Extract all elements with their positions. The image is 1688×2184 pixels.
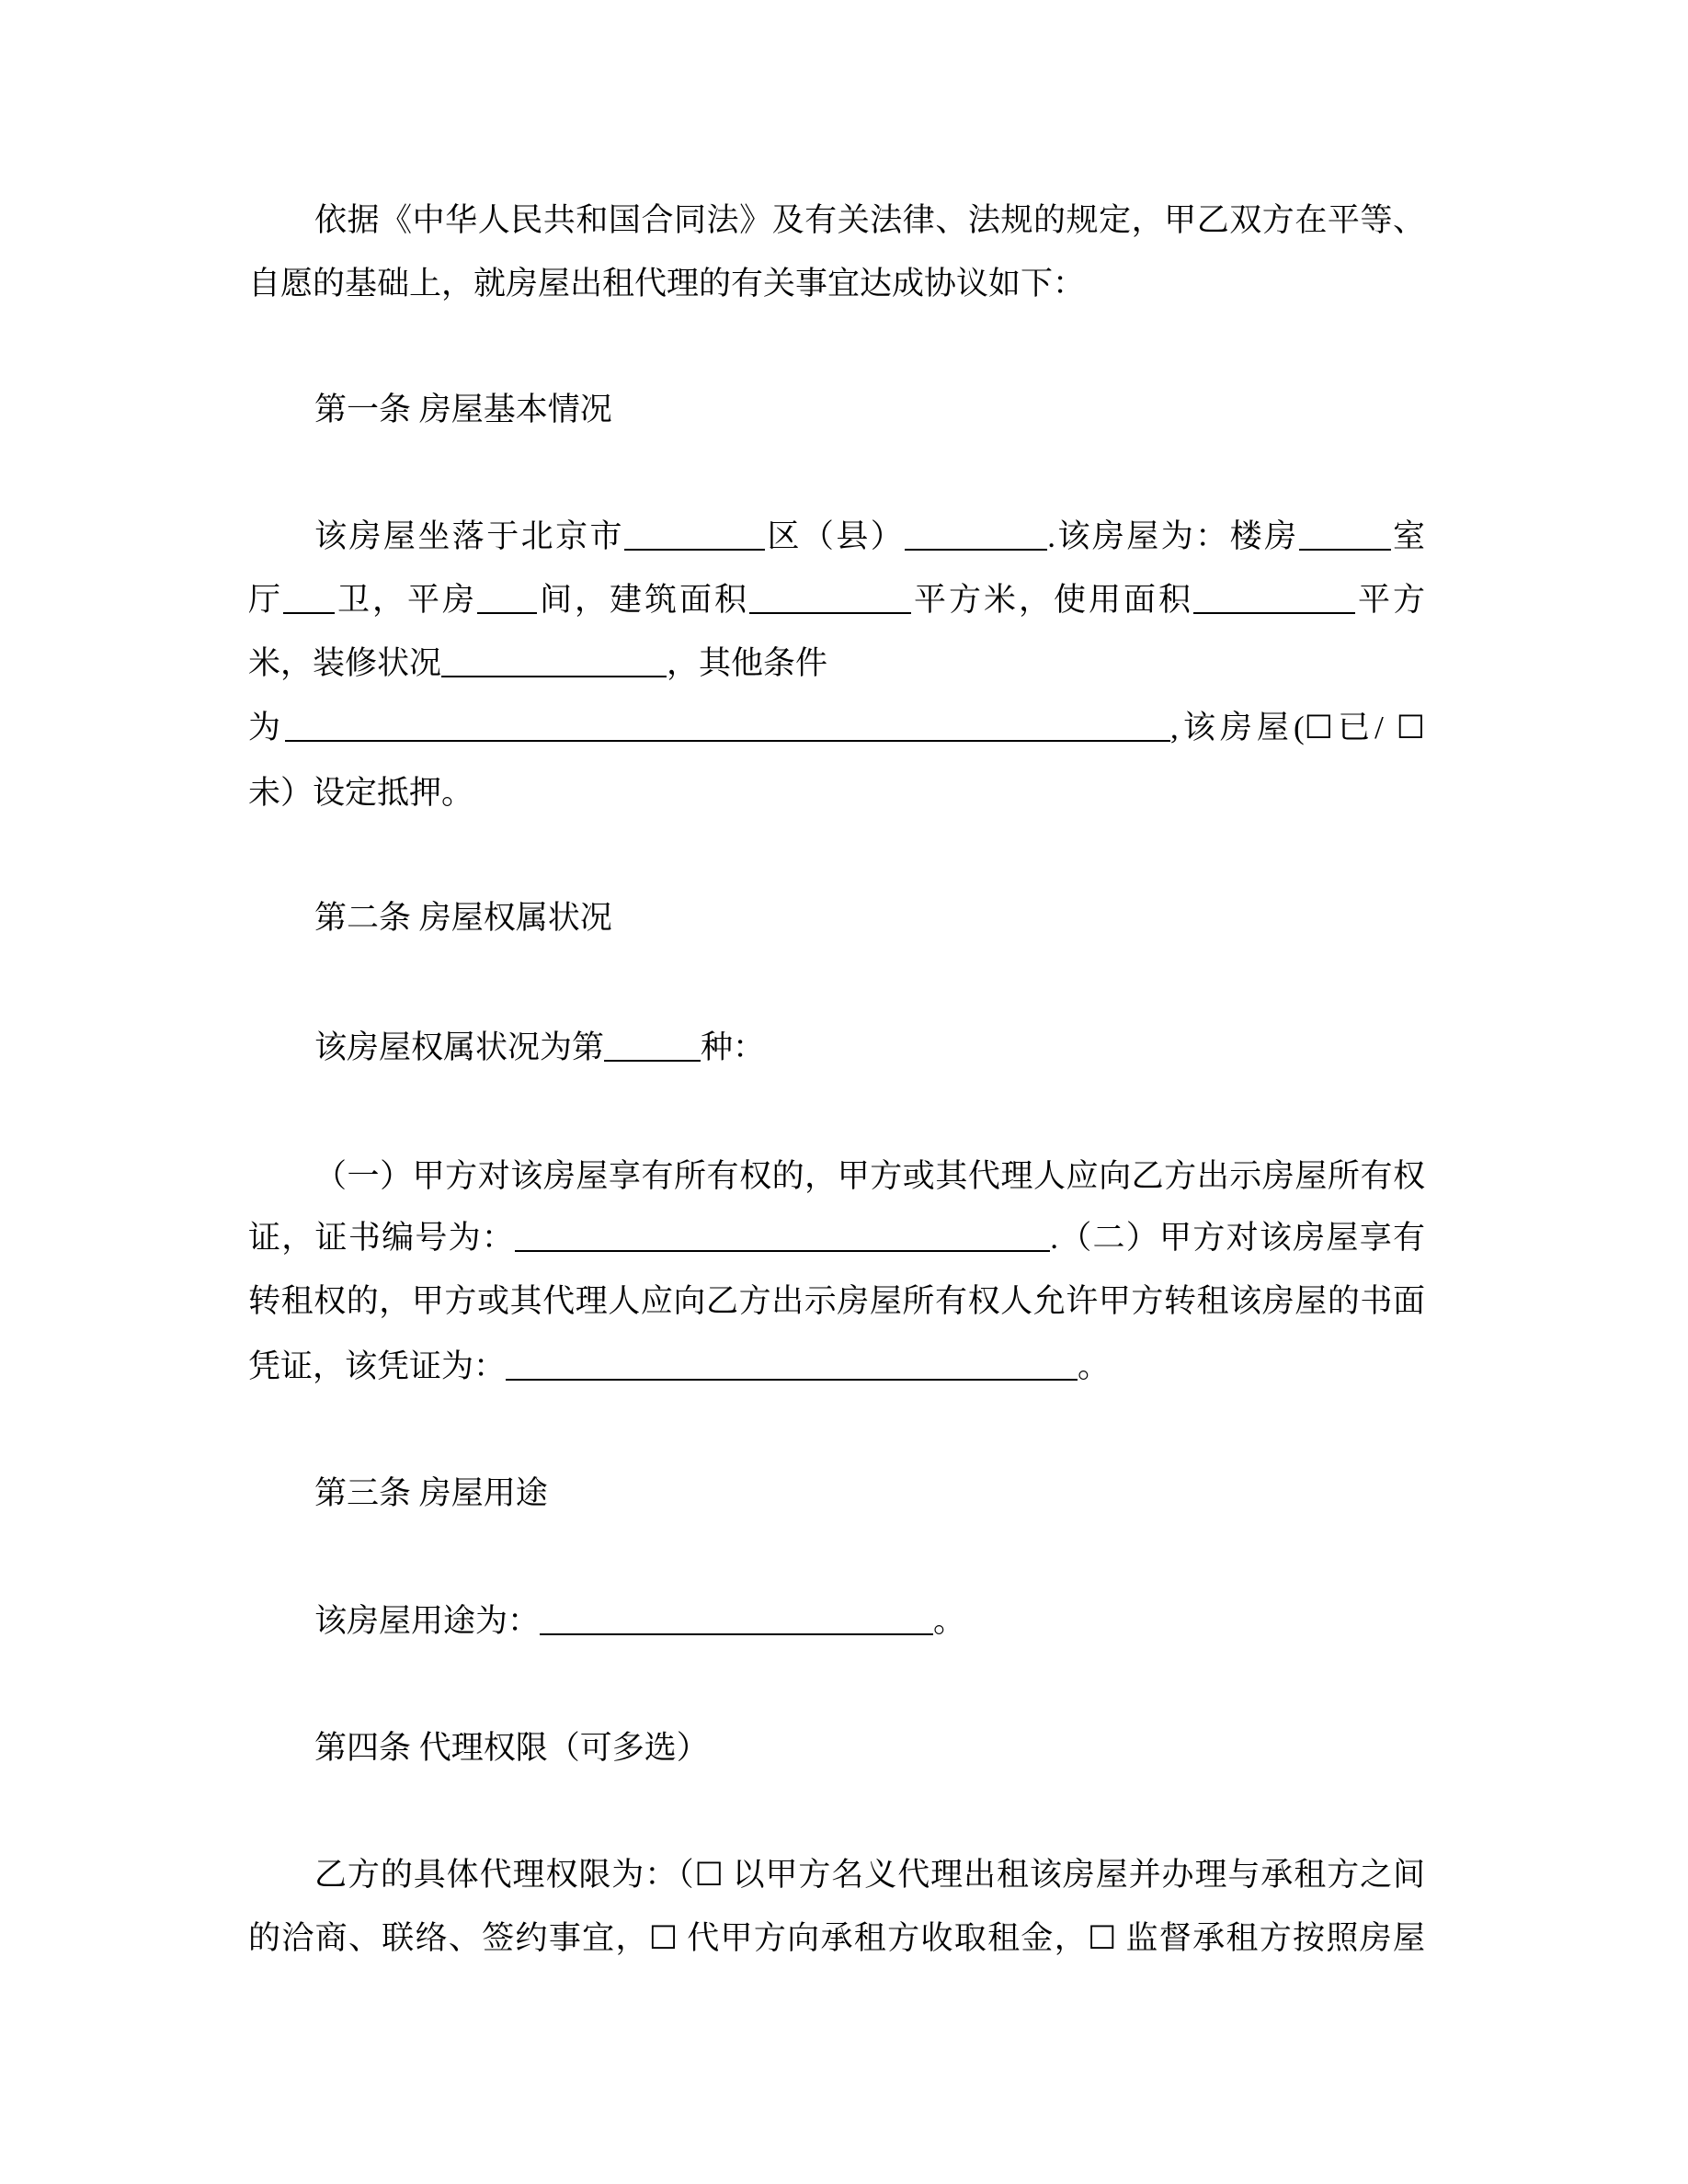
text-segment: 未）设定抵押。: [248, 775, 474, 811]
text-segment: 平方: [1354, 582, 1425, 618]
text-segment: 依据《中华人民共和国合同法》及有关法律、法规的规定，甲乙双方在平等、: [314, 202, 1425, 238]
text-segment: 自愿的基础上，就房屋出租代理的有关事宜达成协议如下：: [248, 266, 1086, 301]
text-line: [248, 768, 1425, 818]
text-segment: 该房屋坐落于北京市: [314, 518, 624, 554]
fill-in-blank[interactable]: [624, 516, 765, 551]
fill-in-blank[interactable]: [515, 1217, 1050, 1252]
fill-in-blank[interactable]: [285, 707, 1170, 742]
text-segment: 乙方的具体代理权限为：（☐ 以甲方名义代理出租该房屋并办理与承租方之间: [314, 1857, 1425, 1893]
text-segment: 该房屋用途为：: [314, 1603, 541, 1639]
text-segment: 间，建筑面积: [536, 582, 749, 618]
text-segment: 凭证，该凭证为：: [248, 1348, 507, 1384]
text-segment: 卫，平房: [335, 582, 477, 618]
text-segment: 平方米，使用面积: [910, 582, 1193, 618]
fill-in-blank[interactable]: [477, 579, 537, 614]
text-segment: .（二）甲方对该房屋享有: [1050, 1220, 1425, 1256]
text-line: [248, 1342, 1425, 1392]
text-line: [248, 893, 1425, 943]
text-line: [248, 1850, 1425, 1900]
text-line: [248, 1023, 1425, 1073]
text-line: [248, 639, 1425, 688]
text-line: [248, 703, 1425, 753]
fill-in-blank[interactable]: [506, 1346, 1078, 1381]
text-line: [248, 1914, 1425, 1963]
text-segment: ,该房屋(☐已/ ☐: [1170, 710, 1425, 745]
text-line: [248, 575, 1425, 625]
text-line: [248, 1597, 1425, 1646]
text-segment: （一）甲方对该房屋享有所有权的，甲方或其代理人应向乙方出示房屋所有权: [314, 1158, 1425, 1194]
text-segment: 厅: [248, 582, 283, 618]
text-segment: 证，证书编号为：: [248, 1220, 516, 1256]
text-segment: 。: [1078, 1348, 1111, 1384]
text-segment: 种：: [701, 1029, 766, 1065]
fill-in-blank[interactable]: [1299, 516, 1391, 551]
text-segment: 的洽商、联络、签约事宜，☐ 代甲方向承租方收取租金，☐ 监督承租方按照房屋: [248, 1920, 1425, 1956]
text-segment: 区（县）: [765, 518, 906, 554]
text-line: [248, 385, 1425, 435]
text-segment: 为: [248, 710, 286, 745]
text-segment: 。: [933, 1603, 966, 1639]
text-segment: 转租权的，甲方或其代理人应向乙方出示房屋所有权人允许甲方转租该房屋的书面: [248, 1283, 1425, 1319]
text-line: [248, 1213, 1425, 1263]
text-segment: 第二条 房屋权属状况: [314, 900, 612, 936]
text-line: [248, 1723, 1425, 1773]
text-line: [248, 1277, 1425, 1326]
text-segment: 第四条 代理权限（可多选）: [314, 1730, 709, 1766]
text-segment: .该房屋为：楼房: [1047, 518, 1299, 554]
text-segment: 第三条 房屋用途: [314, 1475, 548, 1511]
text-segment: 室: [1390, 518, 1425, 554]
fill-in-blank[interactable]: [905, 516, 1047, 551]
fill-in-blank[interactable]: [283, 579, 335, 614]
text-line: [248, 259, 1425, 309]
text-line: [248, 196, 1425, 245]
fill-in-blank[interactable]: [604, 1027, 701, 1062]
text-line: [248, 1469, 1425, 1519]
text-segment: 米，装修状况: [248, 645, 442, 681]
text-line: [248, 1152, 1425, 1201]
fill-in-blank[interactable]: [749, 579, 911, 614]
text-segment: 第一条 房屋基本情况: [314, 392, 612, 427]
fill-in-blank[interactable]: [441, 643, 667, 677]
fill-in-blank[interactable]: [540, 1600, 933, 1635]
fill-in-blank[interactable]: [1193, 579, 1355, 614]
text-line: [248, 512, 1425, 562]
text-segment: ，其他条件: [667, 645, 828, 681]
text-segment: 该房屋权属状况为第: [314, 1029, 605, 1065]
